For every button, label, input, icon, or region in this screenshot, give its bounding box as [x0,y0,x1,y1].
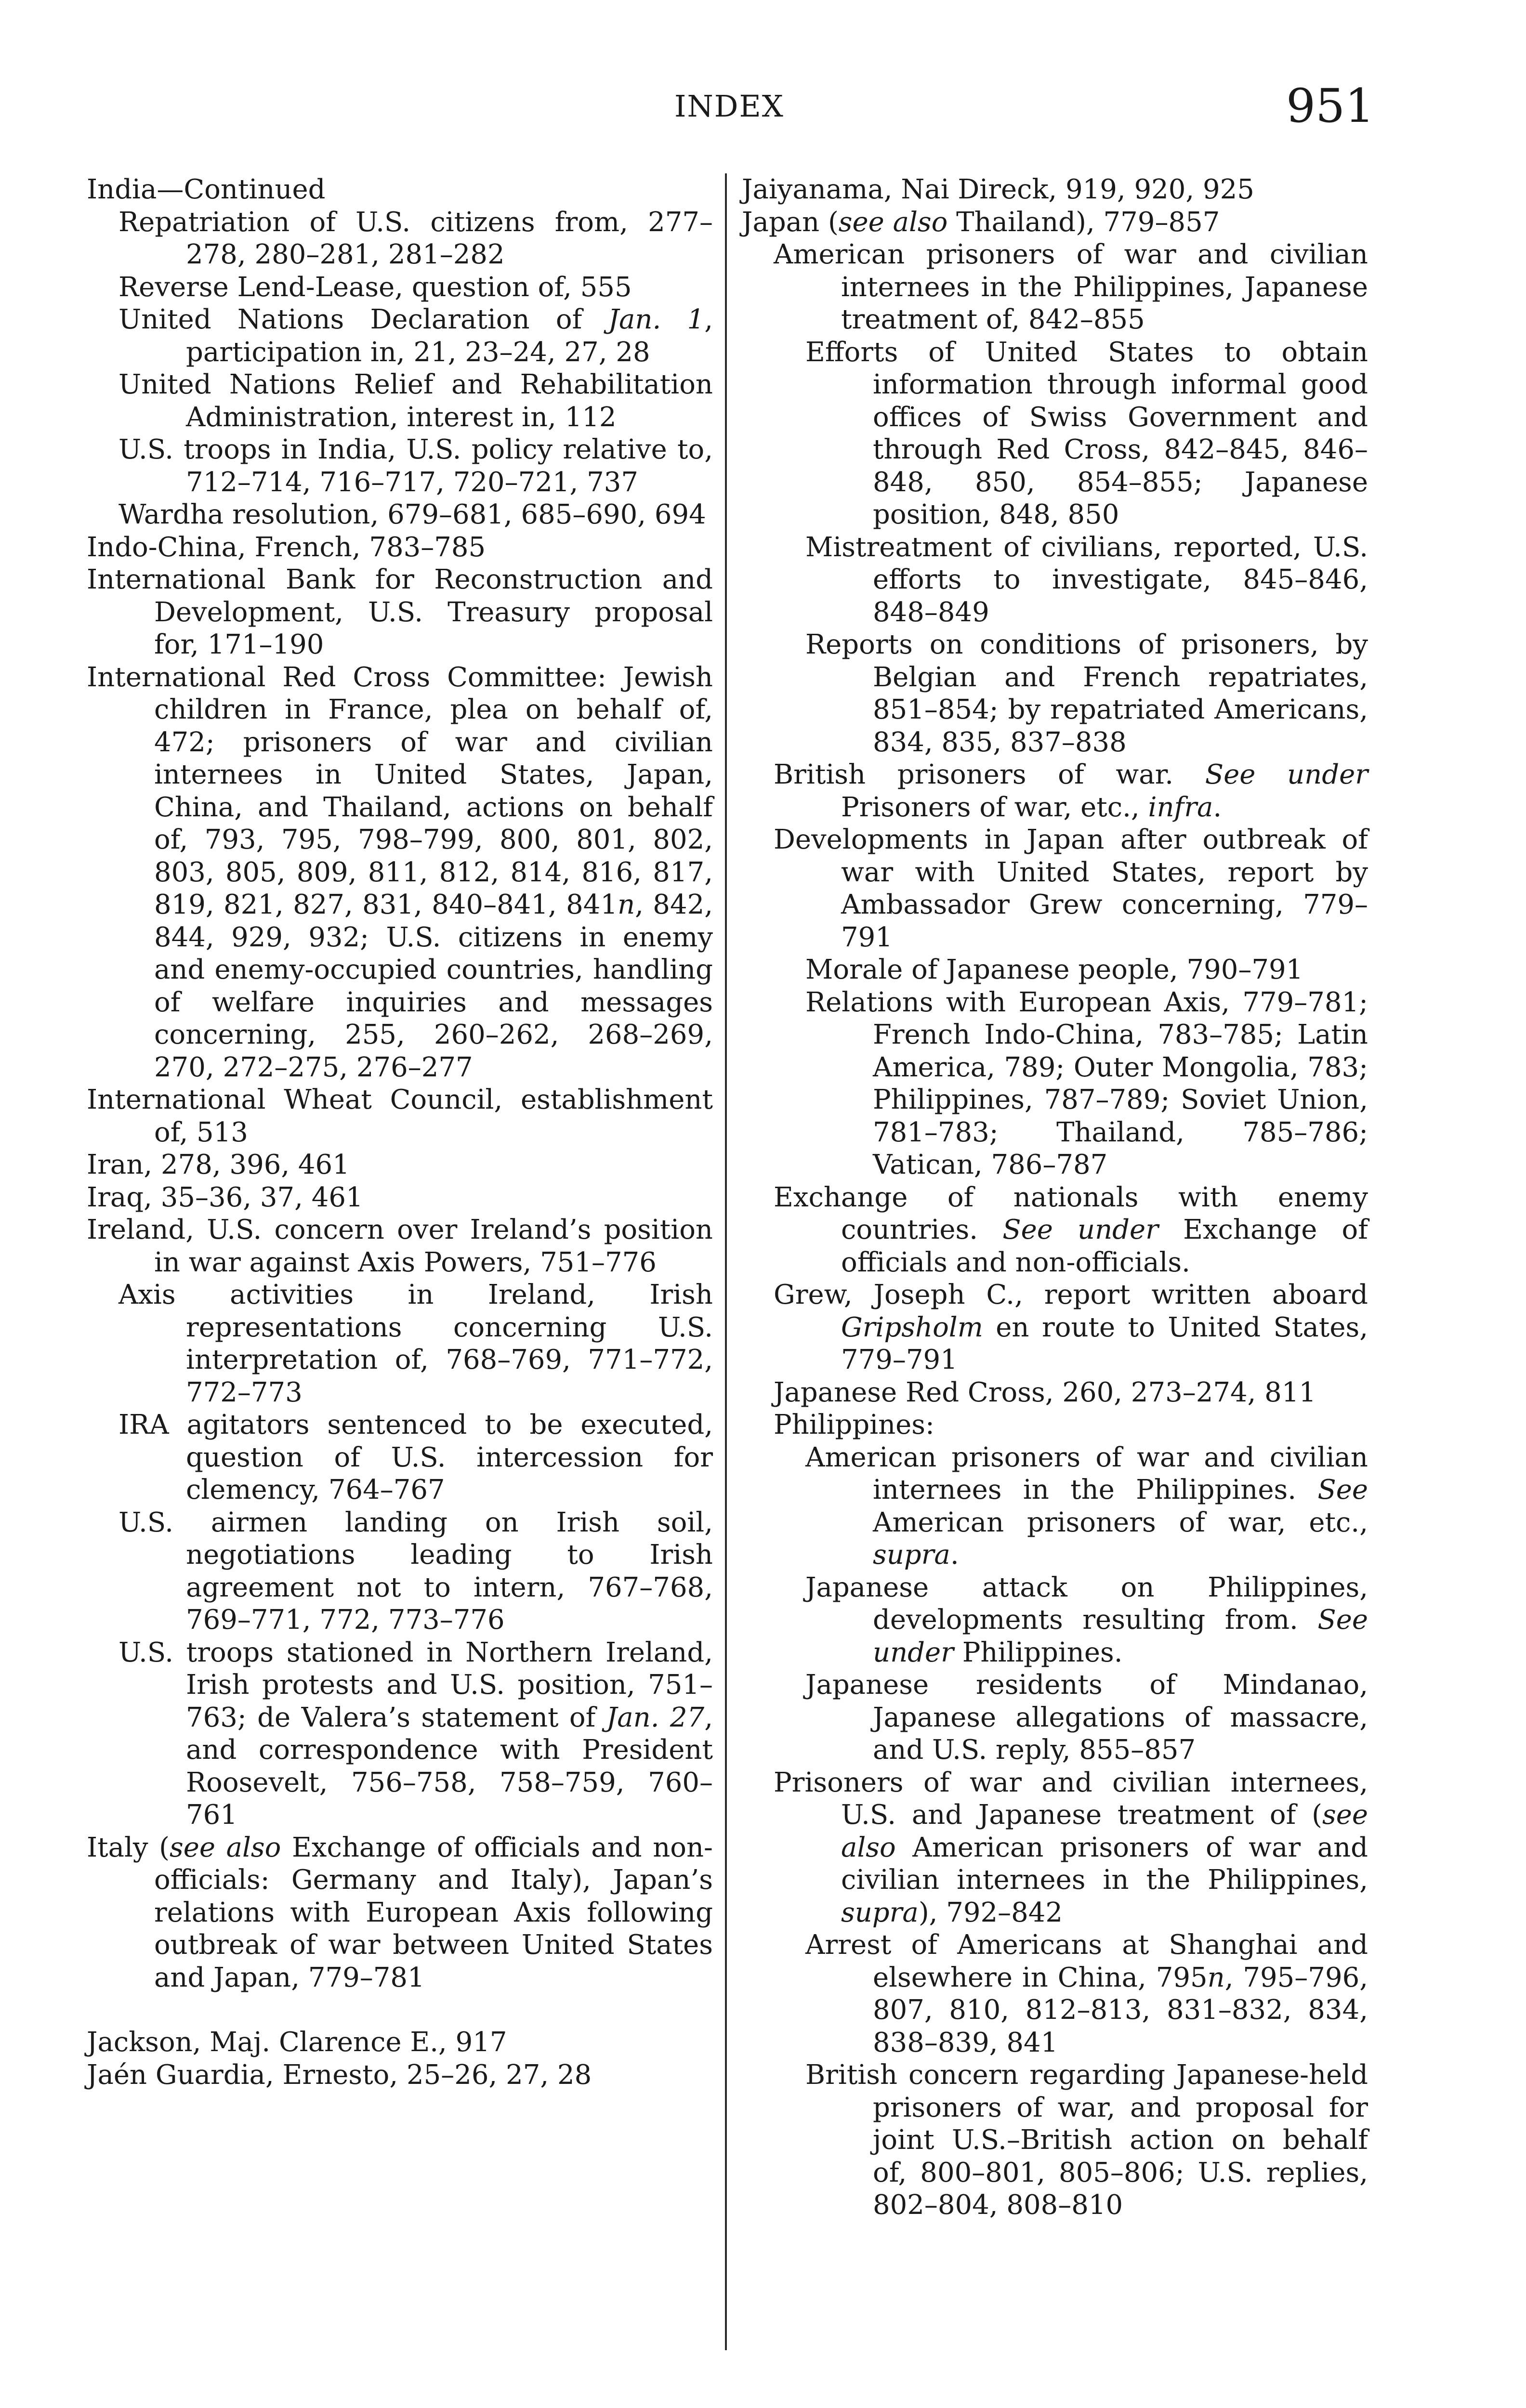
index-subentry: Efforts of United States to obtain information through informal good offices of Swiss Government and through Red Cross, 842–845, 846–848, 850, 854–855; Japanese position, 848, 850 [805,336,1368,530]
column-divider [725,173,727,2350]
index-column-right [742,173,1368,2222]
index-subentry: Arrest of Americans at Shanghai and elsewhere in China, 795n, 795–796, 807, 810, 812–813, 831–832, 834, 838–839, 841 [805,1929,1368,2058]
index-subentry: Exchange of nationals with enemy countries. See under Exchange of officials and non-officials. [774,1181,1368,1278]
index-entry: Jackson, Maj. Clarence E., 917 [87,2027,507,2058]
index-subentry: Japanese Red Cross, 260, 273–274, 811 [774,1376,1316,1408]
index-entry: Iran, 278, 396, 461 [87,1149,350,1180]
index-subentry: British prisoners of war. See under Prisoners of war, etc., infra. [774,759,1368,823]
index-entry: Jaiyanama, Nai Direck, 919, 920, 925 [742,174,1254,205]
page-header [0,79,1526,138]
index-entry: International Red Cross Committee: Jewish children in France, plea on behalf of, 472; prisoners of war and civilian internees in United States, Japan, China, and Thailand, actions on behalf of, 793, 795, 798–799, 800, 801, 802, 803, 805, 809, 811, 812, 814, 816, 817, 819, 821, 827, 831, 840–841, 841n, 842, 844, 929, 932; U.S. citizens in enemy and enemy-occupied countries, handling of welfare inquiries and messages concerning, 255, 260–262, 268–269, 270, 272–275, 276–277 [87,661,713,1083]
index-subentry: U.S. troops stationed in Northern Ireland, Irish protests and U.S. position, 751–763; de Valera’s statement of Jan. 27, and correspondence with President Roosevelt, 756–758, 758–759, 760–761 [118,1636,713,1831]
index-subentry: Japanese attack on Philippines, developments resulting from. See under Philippines. [805,1571,1368,1668]
index-entry: Ireland, U.S. concern over Ireland’s position in war against Axis Powers, 751–776 [87,1214,713,1278]
index-column-left [87,173,713,2091]
index-subentry: IRA agitators sentenced to be executed, question of U.S. intercession for clemency, 764–767 [118,1409,713,1505]
index-subentry: American prisoners of war and civilian internees in the Philippines, Japanese treatment of, 842–855 [774,239,1368,335]
running-head-title: INDEX [674,89,784,124]
index-subentry: British concern regarding Japanese-held prisoners of war, and proposal for joint U.S.–British action on behalf of, 800–801, 805–806; U.S. replies, 802–804, 808–810 [805,2059,1368,2221]
index-entry: Italy (see also Exchange of officials and non-officials: Germany and Italy), Japan’s relations with European Axis following outbreak of war between United States and Japan, 779–781 [87,1832,713,1993]
index-entry: India—Continued [87,174,326,205]
index-subentry: Grew, Joseph C., report written aboard Gripsholm en route to United States, 779–791 [774,1279,1368,1375]
index-subentry: Wardha resolution, 679–681, 685–690, 694 [118,499,706,530]
letter-group-gap [87,1994,713,2026]
index-subentry: United Nations Relief and Rehabilitation Administration, interest in, 112 [118,369,713,433]
index-entry: Iraq, 35–36, 37, 461 [87,1181,363,1213]
index-subentry: U.S. troops in India, U.S. policy relative to, 712–714, 716–717, 720–721, 737 [118,434,713,498]
index-subentry: Developments in Japan after outbreak of war with United States, report by Ambassador Grew concerning, 779–791 [774,824,1368,953]
index-entry: International Bank for Reconstruction and Development, U.S. Treasury proposal for, 171–190 [87,564,713,660]
index-subentry: Axis activities in Ireland, Irish representations concerning U.S. interpretation of, 768–769, 771–772, 772–773 [118,1279,713,1408]
index-entry: Indo-China, French, 783–785 [87,531,486,563]
index-subentry: Mistreatment of civilians, reported, U.S. efforts to investigate, 845–846, 848–849 [805,531,1368,628]
index-subentry: Philippines: [774,1409,934,1440]
index-subentry: Repatriation of U.S. citizens from, 277–278, 280–281, 281–282 [118,206,713,270]
index-subentry: U.S. airmen landing on Irish soil, negotiations leading to Irish agreement not to intern, 767–768, 769–771, 772, 773–776 [118,1506,713,1636]
index-subentry: Morale of Japanese people, 790–791 [805,954,1303,985]
index-entry: International Wheat Council, establishment of, 513 [87,1084,713,1148]
index-subentry: Japanese residents of Mindanao, Japanese allegations of massacre, and U.S. reply, 855–857 [805,1669,1368,1766]
index-subentry: American prisoners of war and civilian internees in the Philippines. See American prisoners of war, etc., supra. [805,1441,1368,1570]
index-subentry: Reverse Lend-Lease, question of, 555 [118,271,632,303]
index-subentry: Reports on conditions of prisoners, by Belgian and French repatriates, 851–854; by repatriated Americans, 834, 835, 837–838 [805,629,1368,758]
page-number: 951 [1286,79,1375,133]
index-subentry: United Nations Declaration of Jan. 1, participation in, 21, 23–24, 27, 28 [118,304,713,368]
index-entry: Jaén Guardia, Ernesto, 25–26, 27, 28 [87,2059,592,2091]
index-subentry: Relations with European Axis, 779–781; French Indo-China, 783–785; Latin America, 789; Outer Mongolia, 783; Philippines, 787–789; Soviet Union, 781–783; Thailand, 785–786; Vatican, 786–787 [805,986,1368,1180]
index-entry: Japan (see also Thailand), 779–857 [742,206,1220,238]
index-subentry: Prisoners of war and civilian internees, U.S. and Japanese treatment of (see also American prisoners of war and civilian internees in the Philippines, supra), 792–842 [774,1767,1368,1928]
